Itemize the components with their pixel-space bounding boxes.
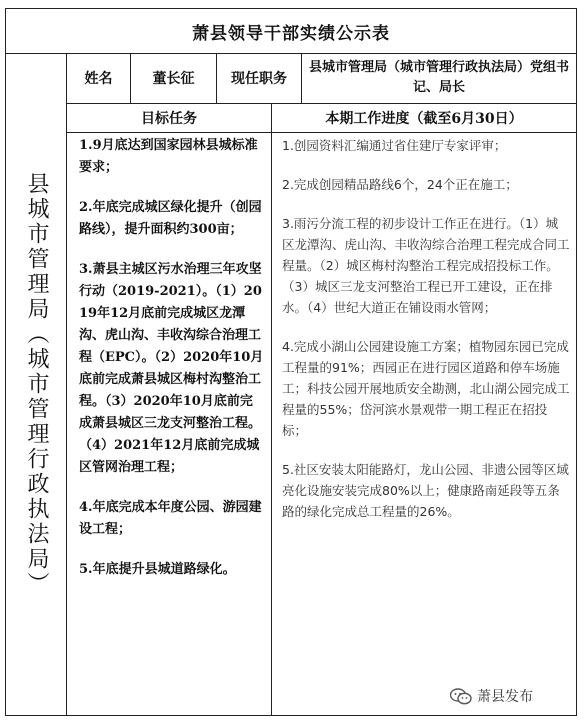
column-header-row: [67, 104, 576, 133]
info-row: [67, 53, 576, 104]
progress-item: 1.创园资料汇编通过省住建厅专家评审；: [282, 138, 507, 153]
goals-cell: [67, 133, 272, 715]
progress-item: 3.雨污分流工程的初步设计工作正在进行。（1）城区龙潭沟、虎山沟、丰收沟综合治理工程完成合同工程量。（2）城区梅村沟整治工程完成招投标工作。（3）城区三龙支河整治工程已开工建设，正在排水。（4）世纪大道正在铺设雨水管网；: [282, 216, 570, 315]
table-title: 萧县领导干部实绩公示表: [6, 9, 576, 54]
watermark-text: 萧县发布: [477, 689, 533, 705]
progress-item: 4.完成小湖山公园建设施工方案；植物园东园已完成工程量的91%；西园正在进行园区道路和停车场施工；科技公园开展地质安全勘测，北山湖公园完成工程量的55%；岱河滨水景观带一期工程正在招投标；: [282, 339, 570, 438]
progress-item: 5.社区安装太阳能路灯，龙山公园、非遗公园等区域亮化设施安装完成80%以上；健康路南延段等五条路的绿化完成总工程量的26%。: [282, 462, 569, 519]
progress-cell: [272, 133, 576, 715]
goal-item: 1.9月底达到国家园林县城标准要求；: [79, 138, 258, 175]
department-side-label: 县城市管理局（城市管理行政执法局）: [24, 171, 49, 597]
record-table: [5, 8, 577, 716]
source-watermark: [450, 686, 533, 706]
position-value: 县城市管理局（城市管理行政执法局）党组书记、局长: [308, 60, 569, 95]
goal-item: 2.年底完成城区绿化提升（创园路线），提升面积约300亩；: [79, 200, 262, 237]
wechat-icon: [450, 688, 472, 705]
goal-item: 3.萧县主城区污水治理三年攻坚行动（2019-2021）。（1）2019年12月底前完成城区龙潭沟、虎山沟、丰收沟综合治理工程（EPC）。（2）2020年10月底前完成萧县城区梅村沟整治工程。（3）2020年10月底前完成萧县城区三龙支河整治工程。（4）2021年12月底前完成城区管网治理工程；: [79, 262, 264, 475]
goal-item: 4.年底完成本年度公园、游园建设工程；: [79, 500, 262, 537]
position-label: 现任职务: [217, 53, 302, 103]
department-side-cell: [6, 53, 67, 715]
progress-item: 2.完成创园精品路线6个，24个正在施工；: [282, 177, 518, 192]
progress-header: 本期工作进度（截至6月30日）: [325, 111, 523, 127]
name-label: 姓名: [67, 53, 131, 103]
goal-item: 5.年底提升县城道路绿化。: [79, 562, 236, 577]
name-value: 董长征: [131, 53, 217, 103]
goals-header: 目标任务: [67, 104, 272, 132]
